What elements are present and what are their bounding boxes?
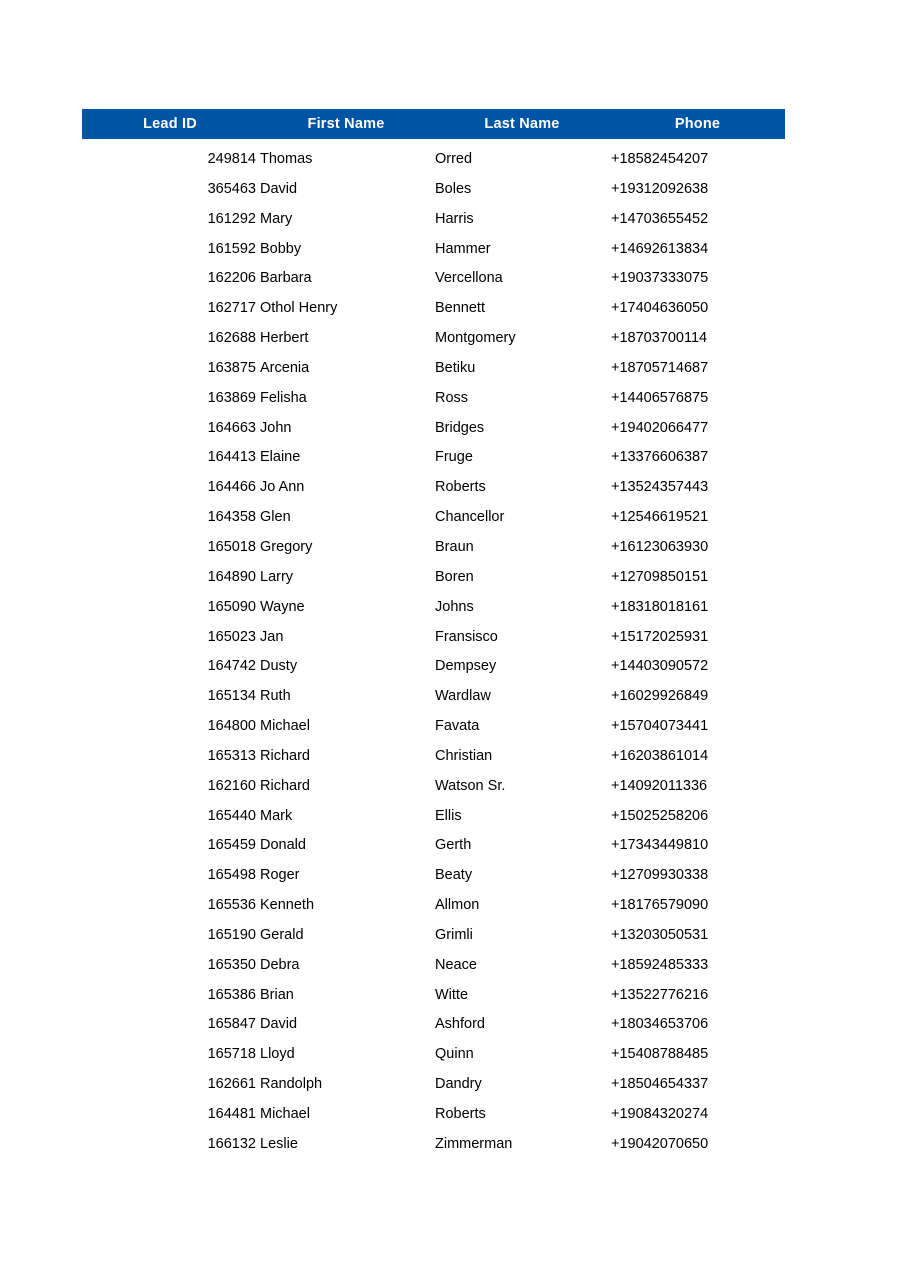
last-name-cell: Watson Sr.: [435, 777, 506, 794]
first-name-cell: Dusty: [260, 658, 298, 675]
table-row: [82, 1130, 785, 1160]
first-name-cell: Jan: [260, 628, 284, 645]
phone-cell: +19084320274: [611, 1106, 709, 1122]
table-row: [82, 1040, 785, 1070]
phone-cell: +16029926849: [611, 688, 709, 705]
lead-id-cell: 164890: [207, 568, 256, 585]
phone-cell: +14403090572: [611, 658, 709, 675]
column-header-last-name: Last Name: [484, 116, 560, 132]
table-row: [82, 1010, 785, 1040]
lead-id-cell: 165018: [207, 538, 256, 555]
first-name-cell: Elaine: [260, 449, 301, 466]
table-row: [82, 921, 785, 951]
lead-id-cell: 165386: [207, 986, 256, 1003]
first-name-cell: Roger: [260, 867, 300, 884]
first-name-cell: Debra: [260, 956, 300, 973]
first-name-cell: Barbara: [260, 270, 312, 287]
lead-id-cell: 249814: [207, 151, 256, 167]
lead-id-cell: 164466: [207, 479, 256, 496]
first-name-cell: David: [260, 1016, 298, 1033]
last-name-cell: Quinn: [435, 1046, 474, 1063]
column-header-first-name: First Name: [307, 116, 385, 132]
last-name-cell: Zimmerman: [435, 1135, 513, 1152]
last-name-cell: Harris: [435, 210, 474, 227]
first-name-cell: Glen: [260, 509, 291, 526]
lead-id-cell: 165498: [207, 867, 256, 884]
phone-cell: +14703655452: [611, 210, 709, 227]
last-name-cell: Neace: [435, 956, 477, 973]
last-name-cell: Fruge: [435, 449, 473, 466]
table-row: [82, 772, 785, 802]
table-row: [82, 593, 785, 623]
first-name-cell: Othol Henry: [260, 300, 338, 317]
lead-id-cell: 164800: [207, 718, 256, 735]
last-name-cell: Gerth: [435, 837, 472, 854]
phone-cell: +18504654337: [611, 1076, 709, 1093]
phone-cell: +15172025931: [611, 628, 709, 645]
last-name-cell: Boren: [435, 568, 474, 585]
table-row: [82, 981, 785, 1011]
table-row: [82, 652, 785, 682]
phone-cell: +15408788485: [611, 1046, 709, 1063]
lead-id-cell: 164358: [207, 509, 256, 526]
table-row: [82, 264, 785, 294]
last-name-cell: Fransisco: [435, 628, 498, 645]
lead-id-cell: 165718: [207, 1046, 256, 1063]
first-name-cell: Larry: [260, 568, 294, 585]
phone-cell: +19037333075: [611, 270, 709, 287]
phone-cell: +14692613834: [611, 240, 709, 257]
table-row: [82, 802, 785, 832]
lead-id-cell: 162688: [207, 330, 256, 347]
first-name-cell: Richard: [260, 747, 310, 764]
table-row: [82, 682, 785, 712]
first-name-cell: Michael: [260, 1106, 310, 1122]
lead-id-cell: 166132: [207, 1135, 256, 1152]
last-name-cell: Roberts: [435, 479, 486, 496]
lead-id-cell: 165190: [207, 926, 256, 943]
phone-cell: +18318018161: [611, 598, 709, 615]
table-row: [82, 951, 785, 981]
first-name-cell: Richard: [260, 777, 310, 794]
table-row: [82, 563, 785, 593]
table-row: [82, 384, 785, 414]
lead-id-cell: 165440: [207, 807, 256, 824]
lead-id-cell: 165847: [207, 1016, 256, 1033]
last-name-cell: Ashford: [435, 1016, 485, 1033]
lead-id-cell: 165459: [207, 837, 256, 854]
table-row: [82, 443, 785, 473]
first-name-cell: Thomas: [260, 151, 313, 167]
table-row: [82, 503, 785, 533]
first-name-cell: Bobby: [260, 240, 302, 257]
first-name-cell: Gregory: [260, 538, 313, 555]
last-name-cell: Allmon: [435, 897, 480, 914]
last-name-cell: Christian: [435, 747, 493, 764]
last-name-cell: Braun: [435, 538, 474, 555]
first-name-cell: Brian: [260, 986, 294, 1003]
lead-id-cell: 165023: [207, 628, 256, 645]
table-row: [82, 742, 785, 772]
last-name-cell: Johns: [435, 598, 474, 615]
table-body: [82, 145, 785, 1160]
last-name-cell: Vercellona: [435, 270, 503, 287]
first-name-cell: Michael: [260, 718, 310, 735]
lead-id-cell: 163875: [207, 359, 256, 376]
first-name-cell: John: [260, 419, 292, 436]
table-row: [82, 473, 785, 503]
first-name-cell: Felisha: [260, 389, 307, 406]
phone-cell: +19402066477: [611, 419, 709, 436]
last-name-cell: Betiku: [435, 359, 476, 376]
lead-id-cell: 165313: [207, 747, 256, 764]
phone-cell: +13522776216: [611, 986, 709, 1003]
lead-id-cell: 162717: [207, 300, 256, 317]
table-row: [82, 235, 785, 265]
last-name-cell: Boles: [435, 180, 472, 197]
last-name-cell: Witte: [435, 986, 469, 1003]
table-row: [82, 414, 785, 444]
table-row: [82, 831, 785, 861]
lead-id-cell: 164742: [207, 658, 256, 675]
first-name-cell: Randolph: [260, 1076, 323, 1093]
first-name-cell: Arcenia: [260, 359, 310, 376]
phone-cell: +14406576875: [611, 389, 709, 406]
phone-cell: +18176579090: [611, 897, 709, 914]
table-row: [82, 294, 785, 324]
column-header-lead-id: Lead ID: [143, 116, 197, 132]
phone-cell: +18703700114: [611, 330, 708, 347]
phone-cell: +19042070650: [611, 1135, 709, 1152]
last-name-cell: Wardlaw: [435, 688, 491, 705]
phone-cell: +18582454207: [611, 151, 709, 167]
last-name-cell: Ellis: [435, 807, 462, 824]
phone-cell: +15025258206: [611, 807, 709, 824]
first-name-cell: Lloyd: [260, 1046, 295, 1063]
table-row: [82, 623, 785, 653]
table-row: [82, 891, 785, 921]
table-row: [82, 1100, 785, 1130]
leads-table: [82, 109, 785, 1152]
first-name-cell: Wayne: [260, 598, 305, 615]
phone-cell: +18034653706: [611, 1016, 709, 1033]
phone-cell: +17343449810: [611, 837, 709, 854]
last-name-cell: Bennett: [435, 300, 485, 317]
last-name-cell: Grimli: [435, 926, 473, 943]
lead-id-cell: 365463: [207, 180, 256, 197]
first-name-cell: David: [260, 180, 298, 197]
phone-cell: +16123063930: [611, 538, 709, 555]
lead-id-cell: 164481: [207, 1106, 256, 1122]
first-name-cell: Kenneth: [260, 897, 315, 914]
column-header-phone: Phone: [674, 116, 721, 132]
last-name-cell: Montgomery: [435, 330, 516, 347]
first-name-cell: Mary: [260, 210, 293, 227]
lead-id-cell: 165090: [207, 598, 256, 615]
table-row: [82, 354, 785, 384]
first-name-cell: Leslie: [260, 1135, 298, 1152]
table-row: [82, 324, 785, 354]
table-header-row: [82, 109, 785, 139]
phone-cell: +12709850151: [611, 568, 709, 585]
lead-id-cell: 162160: [207, 777, 256, 794]
last-name-cell: Dempsey: [435, 658, 497, 675]
phone-cell: +13524357443: [611, 479, 709, 496]
last-name-cell: Ross: [435, 389, 469, 406]
table-row: [82, 1070, 785, 1100]
lead-id-cell: 161592: [207, 240, 256, 257]
last-name-cell: Bridges: [435, 419, 485, 436]
table-row: [82, 861, 785, 891]
lead-id-cell: 164413: [207, 449, 256, 466]
phone-cell: +13203050531: [611, 926, 709, 943]
phone-cell: +18705714687: [611, 359, 709, 376]
first-name-cell: Mark: [260, 807, 293, 824]
last-name-cell: Roberts: [435, 1106, 486, 1122]
lead-id-cell: 162206: [207, 270, 256, 287]
phone-cell: +12546619521: [611, 509, 709, 526]
phone-cell: +13376606387: [611, 449, 709, 466]
phone-cell: +18592485333: [611, 956, 709, 973]
phone-cell: +12709930338: [611, 867, 709, 884]
last-name-cell: Dandry: [435, 1076, 482, 1093]
last-name-cell: Favata: [435, 718, 480, 735]
first-name-cell: Herbert: [260, 330, 309, 347]
phone-cell: +19312092638: [611, 180, 709, 197]
lead-id-cell: 162661: [207, 1076, 256, 1093]
lead-id-cell: 165536: [207, 897, 256, 914]
first-name-cell: Jo Ann: [260, 479, 305, 496]
phone-cell: +15704073441: [611, 718, 709, 735]
phone-cell: +17404636050: [611, 300, 709, 317]
lead-id-cell: 163869: [207, 389, 256, 406]
last-name-cell: Hammer: [435, 240, 491, 257]
last-name-cell: Beaty: [435, 867, 473, 884]
first-name-cell: Donald: [260, 837, 306, 854]
last-name-cell: Orred: [435, 151, 473, 167]
table-row: [82, 205, 785, 235]
lead-id-cell: 161292: [207, 210, 256, 227]
last-name-cell: Chancellor: [435, 509, 505, 526]
lead-id-cell: 164663: [207, 419, 256, 436]
table-row: [82, 712, 785, 742]
table-row: [82, 533, 785, 563]
table-row: [82, 175, 785, 205]
lead-id-cell: 165350: [207, 956, 256, 973]
phone-cell: +16203861014: [611, 747, 709, 764]
lead-id-cell: 165134: [207, 688, 256, 705]
first-name-cell: Gerald: [260, 926, 304, 943]
first-name-cell: Ruth: [260, 688, 291, 705]
table-row: [82, 145, 785, 175]
phone-cell: +14092011336: [611, 777, 708, 794]
